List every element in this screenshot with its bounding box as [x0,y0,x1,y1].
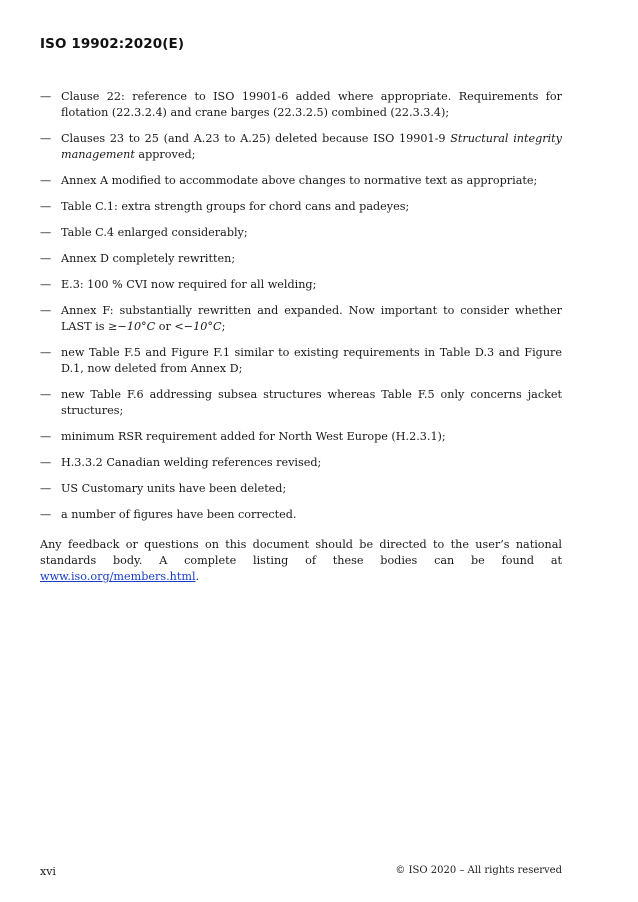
list-item-text-part: Annex F: substantially rewritten and expanded. Now important to consider whether LAST is [61,304,562,333]
members-link[interactable]: www.iso.org/members.html [40,570,196,583]
list-item [40,89,562,121]
list-item [40,481,562,497]
list-item [40,345,562,377]
list-item [40,387,562,419]
feedback-paragraph [40,537,562,585]
temperature-expression: <−10°C [174,320,222,333]
dash-marker: — [40,304,52,317]
feedback-text: Any feedback or questions on this document should be directed to the user’s national standards body. A complete listing of these bodies can be found at [40,538,562,567]
dash-marker: — [40,132,52,145]
list-item [40,429,562,445]
list-item [40,173,562,189]
document-id-header: ISO 19902:2020(E) [40,36,185,52]
list-item-text: E.3: 100 % CVI now required for all welding; [61,278,317,291]
change-list [40,89,562,523]
list-item-text-part: or [155,320,175,333]
list-item-text: a number of figures have been corrected. [61,508,297,521]
list-item [40,277,562,293]
dash-marker: — [40,508,52,521]
copyright-notice: © ISO 2020 – All rights reserved [395,865,562,876]
list-item [40,303,562,335]
feedback-text-end: . [195,570,200,583]
list-item-text-part: Clauses 23 to 25 (and A.23 to A.25) deleted because ISO 19901-9 [61,132,451,145]
list-item-text [61,131,562,163]
list-item-text: Table C.4 enlarged considerably; [61,226,248,239]
list-item-text: US Customary units have been deleted; [61,482,287,495]
list-item-text: H.3.3.2 Canadian welding references revised; [61,456,322,469]
list-item-text: Annex A modified to accommodate above changes to normative text as appropriate; [61,174,538,187]
dash-marker: — [40,430,52,443]
list-item-text: Clause 22: reference to ISO 19901-6 added where appropriate. Requirements for flotation (22.3.2.4) and crane barges (22.3.2.5) combined (22.3.3.4); [61,90,562,119]
list-item-text: new Table F.6 addressing subsea structures whereas Table F.5 only concerns jacket structures; [61,388,562,417]
dash-marker: — [40,482,52,495]
dash-marker: — [40,346,52,359]
temperature-expression: ≥−10°C [108,320,156,333]
list-item-text: Annex D completely rewritten; [61,252,236,265]
dash-marker: — [40,200,52,213]
list-item-text-part: approved; [134,148,196,161]
list-item-text: new Table F.5 and Figure F.1 similar to existing requirements in Table D.3 and Figure D.1, now deleted from Annex D; [61,346,562,375]
dash-marker: — [40,90,52,103]
dash-marker: — [40,278,52,291]
list-item [40,131,562,163]
dash-marker: — [40,252,52,265]
list-item [40,507,562,523]
dash-marker: — [40,388,52,401]
list-item [40,225,562,241]
list-item-text: minimum RSR requirement added for North West Europe (H.2.3.1); [61,430,446,443]
list-item [40,455,562,471]
list-item-text: Table C.1: extra strength groups for chord cans and padeyes; [61,200,410,213]
dash-marker: — [40,174,52,187]
dash-marker: — [40,226,52,239]
list-item-text-part: ; [221,320,226,333]
page-number: xvi [40,865,56,878]
list-item-text [61,303,562,335]
list-item [40,251,562,267]
dash-marker: — [40,456,52,469]
list-item-italic-title: Structural integrity management [61,132,562,161]
document-body [40,89,562,585]
list-item [40,199,562,215]
